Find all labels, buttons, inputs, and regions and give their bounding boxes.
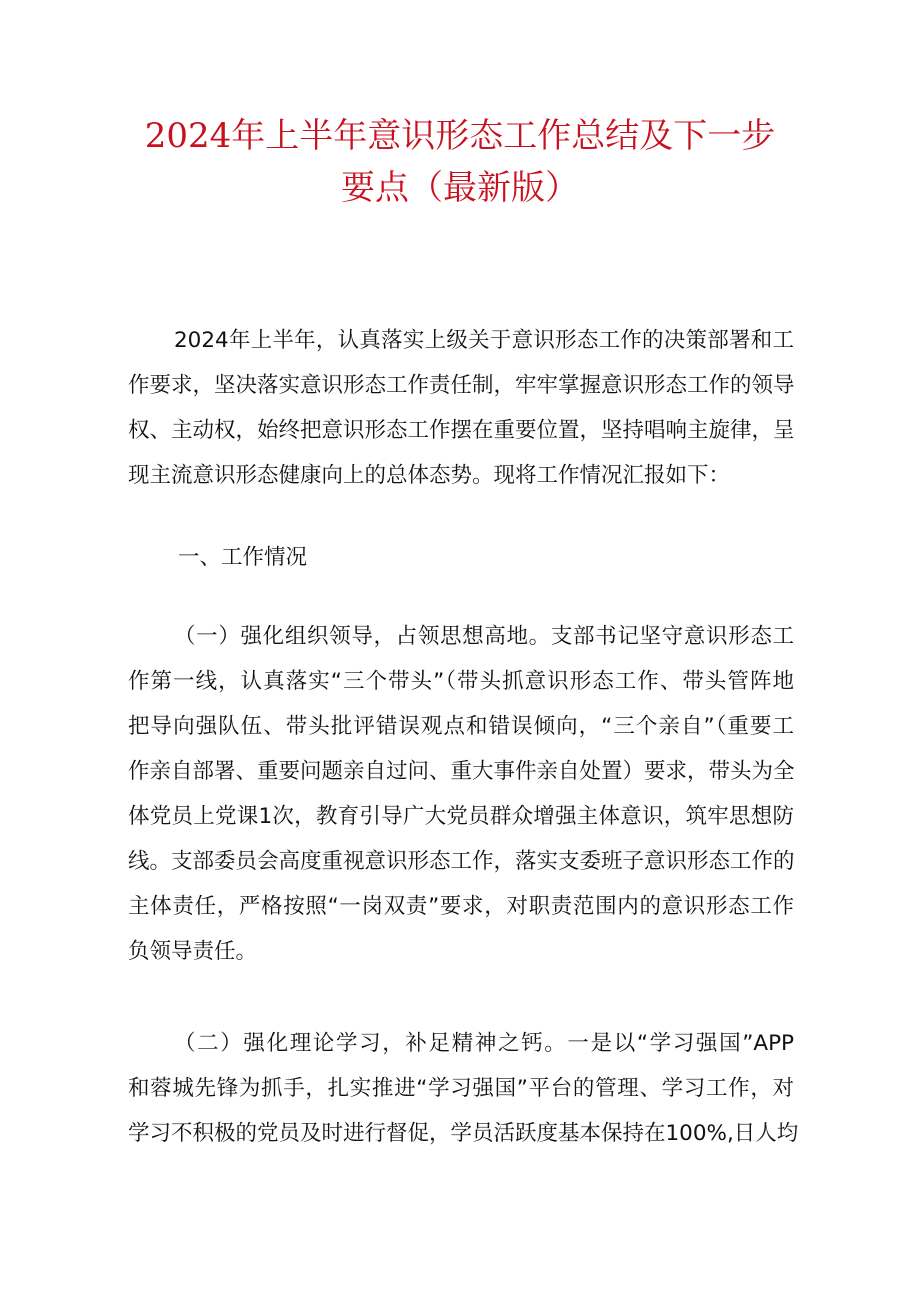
paragraph-line: （一）强化组织领导，占领思想高地。支部书记坚守意识形态工 bbox=[174, 624, 794, 649]
section-heading-work-status: 一、工作情况 bbox=[178, 545, 308, 570]
paragraph-line: （二）强化理论学习，补足精神之钙。一是以“学习强国”APP bbox=[174, 1031, 794, 1056]
intro-paragraph bbox=[128, 318, 794, 498]
paragraph-line: 把导向强队伍、带头批评错误观点和错误倾向，“三个亲自”（重要工 bbox=[128, 714, 794, 739]
paragraph-line: 和蓉城先锋为抓手，扎实推进“学习强国”平台的管理、学习工作，对 bbox=[128, 1076, 794, 1101]
paragraph-line: 主体责任，严格按照“一岗双责”要求，对职责范围内的意识形态工作 bbox=[128, 894, 794, 919]
paragraph-line: 线。支部委员会高度重视意识形态工作，落实支委班子意识形态工作的 bbox=[128, 849, 795, 874]
intro-line: 权、主动权，始终把意识形态工作摆在重要位置，坚持唱响主旋律，呈 bbox=[128, 418, 795, 443]
paragraph-line: 体党员上党课1次，教育引导广大党员群众增强主体意识，筑牢思想防 bbox=[128, 804, 794, 829]
paragraph-organization-leadership bbox=[128, 614, 794, 974]
title-line-2: 要点（最新版） bbox=[341, 168, 579, 208]
intro-line: 现主流意识形态健康向上的总体态势。现将工作情况汇报如下： bbox=[128, 463, 731, 488]
paragraph-line: 作第一线，认真落实“三个带头”（带头抓意识形态工作、带头管阵地 bbox=[128, 669, 794, 694]
document-title bbox=[120, 110, 800, 214]
paragraph-line: 负领导责任。 bbox=[128, 939, 258, 964]
paragraph-theory-study bbox=[128, 1021, 799, 1156]
paragraph-line: 学习不积极的党员及时进行督促，学员活跃度基本保持在100%,日人均 bbox=[128, 1121, 799, 1146]
intro-line: 作要求，坚决落实意识形态工作责任制，牢牢掌握意识形态工作的领导 bbox=[128, 373, 795, 398]
paragraph-line: 作亲自部署、重要问题亲自过问、重大事件亲自处置）要求，带头为全 bbox=[128, 759, 795, 784]
title-line-1: 2024年上半年意识形态工作总结及下一步 bbox=[144, 116, 776, 156]
intro-line: 2024年上半年，认真落实上级关于意识形态工作的决策部署和工 bbox=[174, 328, 794, 353]
